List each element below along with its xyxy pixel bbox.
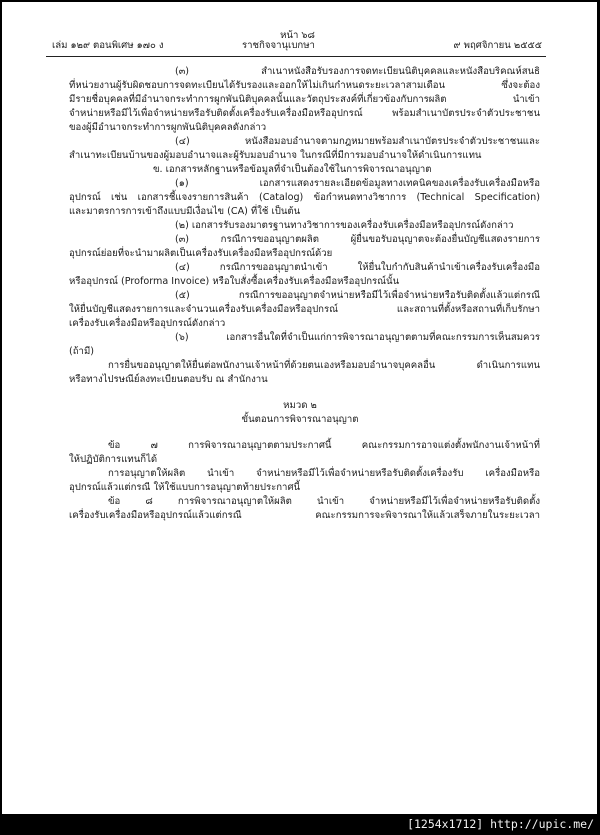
text-line: ข้อ ๗ การพิจารณาอนุญาตตามประกาศนี้ คณะกรรมการอาจแต่งตั้งพนักงานเจ้าหน้าที่ — [108, 440, 540, 451]
header-divider — [46, 56, 546, 57]
text-line: อุปกรณ์แล้วแต่กรณี ให้ใช้แบบการอนุญาตท้ายประกาศนี้ — [69, 482, 301, 493]
text-line: การอนุญาตให้ผลิต นำเข้า จำหน่ายหรือมีไว้เพื่อจำหน่ายหรือรับติดตั้งเครื่องรับ เครื่องมือหรือ — [108, 468, 540, 479]
text-line: (๕) กรณีการขออนุญาตจำหน่ายหรือมีไว้เพื่อจำหน่ายหรือรับติดตั้งแล้วแต่กรณี — [175, 290, 540, 301]
text-line: หรืออุปกรณ์ (Proforma Invoice) หรือใบสั่งซื้อเครื่องรับเครื่องมือหรืออุปกรณ์นั้น — [69, 276, 400, 287]
publication-name: ราชกิจจานุเบกษา — [242, 40, 315, 51]
gazette-header — [52, 40, 542, 52]
text-line: (๖) เอกสารอื่นใดที่จำเป็นแก่การพิจารณาอนุญาตตามที่คณะกรรมการเห็นสมควร — [175, 332, 540, 343]
text-line: (๔) กรณีการขออนุญาตนำเข้า ให้ยื่นใบกำกับสินค้านำเข้าเครื่องรับเครื่องมือ — [175, 262, 540, 273]
text-line: อุปกรณ์ เช่น เอกสารชี้แจงรายการสินค้า (Catalog) ข้อกำหนดทางวิชาการ (Technical Specification) — [69, 192, 540, 203]
chapter-title: ขั้นตอนการพิจารณาอนุญาต — [241, 414, 359, 425]
text-line: (๔) หนังสือมอบอำนาจตามกฎหมายพร้อมสำเนาบัตรประจำตัวประชาชนและ — [175, 136, 540, 147]
text-line: จำหน่ายหรือมีไว้เพื่อจำหน่ายหรือรับติดตั้งเครื่องรับเครื่องมือหรืออุปกรณ์ พร้อมสำเนาบัตรประจำตัวประชาชน — [69, 108, 540, 119]
text-line: (๓) สำเนาหนังสือรับรองการจดทะเบียนนิติบุคคลและหนังสือบริคณห์สนธิ — [175, 66, 540, 77]
text-line: (๓) กรณีการขออนุญาตผลิต ผู้ยื่นขอรับอนุญาตจะต้องยื่นบัญชีแสดงรายการ — [175, 234, 540, 245]
text-line: ข้อ ๘ การพิจารณาอนุญาตให้ผลิต นำเข้า จำหน่ายหรือมีไว้เพื่อจำหน่ายหรือรับติดตั้ง — [108, 496, 540, 507]
page-number: หน้า ๖๘ — [280, 30, 315, 41]
text-line: ให้ปฏิบัติการแทนก็ได้ — [69, 454, 158, 465]
text-line: (๑) เอกสารแสดงรายละเอียดข้อมูลทางเทคนิคของเครื่องรับเครื่องมือหรือ — [175, 178, 540, 189]
text-line: (ถ้ามี) — [69, 346, 95, 357]
text-line: และมาตรการการเข้าถึงแบบมีเงื่อนไข (CA) ที่ใช้ เป็นต้น — [69, 206, 301, 217]
section-heading: ข. เอกสารหลักฐานหรือข้อมูลที่จำเป็นต้องใช้ในการพิจารณาอนุญาต — [153, 164, 432, 175]
text-line: ของผู้มีอำนาจกระทำการผูกพันนิติบุคคลดังกล่าว — [69, 122, 267, 133]
volume-issue: เล่ม ๑๒๙ ตอนพิเศษ ๑๗๐ ง — [52, 40, 164, 51]
text-line: เครื่องรับเครื่องมือหรืออุปกรณ์ดังกล่าว — [69, 318, 226, 329]
chapter-number: หมวด ๒ — [283, 400, 317, 411]
text-line: สำเนาทะเบียนบ้านของผู้มอบอำนาจและผู้รับมอบอำนาจ ในกรณีที่มีการมอบอำนาจให้ดำเนินการแทน — [69, 150, 482, 161]
text-line: อุปกรณ์ย่อยที่จะนำมาผลิตเป็นเครื่องรับเครื่องมือหรืออุปกรณ์ด้วย — [69, 248, 333, 259]
text-line: เครื่องรับเครื่องมือหรืออุปกรณ์แล้วแต่กรณี คณะกรรมการจะพิจารณาให้แล้วเสร็จภายในระยะเวลา — [69, 510, 540, 521]
text-line: (๒) เอกสารรับรองมาตรฐานทางวิชาการของเครื่องรับเครื่องมือหรืออุปกรณ์ดังกล่าว — [175, 220, 514, 231]
publication-date: ๙ พฤศจิกายน ๒๕๕๕ — [453, 40, 542, 51]
text-line: ให้ยื่นบัญชีแสดงรายการและจำนวนเครื่องรับเครื่องมือหรืออุปกรณ์ และสถานที่ตั้งหรือสถานที่เก็บรักษา — [69, 304, 540, 315]
text-line: มีรายชื่อบุคคลที่มีอำนาจกระทำการผูกพันนิติบุคคลนั้นและวัตถุประสงค์ที่เกี่ยวข้องกับการผลิต นำเข้า — [69, 94, 540, 105]
text-line: หรือทางไปรษณีย์ลงทะเบียนตอบรับ ณ สำนักงาน — [69, 374, 268, 385]
text-line: การยื่นขออนุญาตให้ยื่นต่อพนักงานเจ้าหน้าที่ด้วยตนเองหรือมอบอำนาจบุคคลอื่น ดำเนินการแทน — [108, 360, 540, 371]
text-line: ที่หน่วยงานผู้รับผิดชอบการจดทะเบียนได้รับรองและออกให้ไม่เกินกำหนดระยะเวลาสามเดือน ซึ่งจะต้อง — [69, 80, 540, 91]
image-host-watermark: [1254x1712] http://upic.me/ — [407, 817, 594, 831]
